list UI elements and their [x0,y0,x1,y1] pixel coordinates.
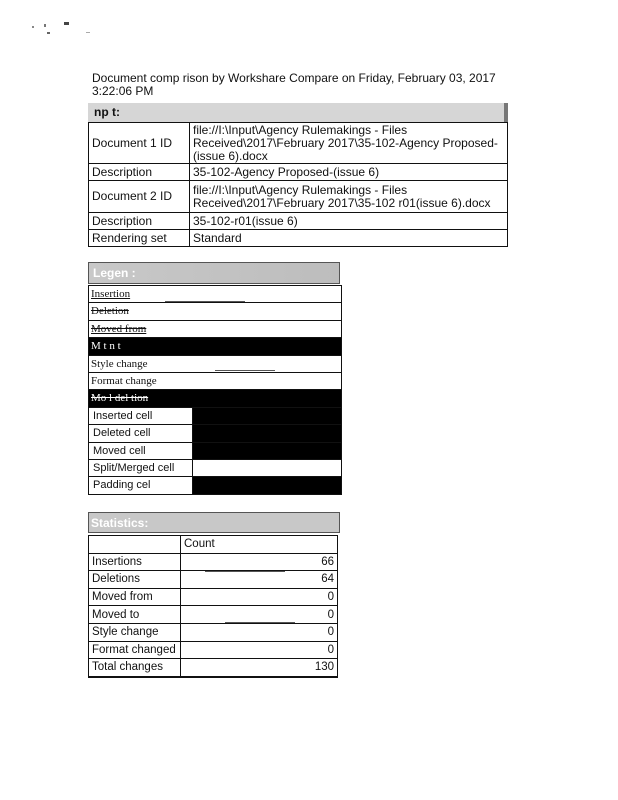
legend-moved-from: Moved from [89,320,341,337]
legend-title: Legen : [88,262,340,284]
table-row [89,588,338,606]
stat-count: 64 [181,571,338,589]
comparison-title: Document comp rison by Workshare Compare on Friday, February 03, 2017 [92,71,496,85]
table-row [89,606,338,624]
stat-label: Style change [89,623,181,641]
input-label: Rendering set [89,230,190,247]
document-header [92,72,512,98]
input-label: Document 1 ID [89,123,190,164]
stat-count: 66 [181,553,338,571]
table-row [89,571,338,589]
stat-label: Total changes [89,659,181,677]
table-row [89,623,338,641]
input-section-title: np t: [88,103,508,122]
stat-count: 0 [181,641,338,659]
table-row [89,659,338,677]
statistics-table [88,535,338,678]
legend-moved-to: M t n t [89,337,341,354]
input-label: Description [89,213,190,230]
swatch [193,477,341,493]
stat-count: 0 [181,606,338,624]
scan-artifact [205,571,285,572]
stat-count: 0 [181,623,338,641]
table-row [89,641,338,659]
legend-style-change: Style change [89,355,341,372]
count-header: Count [181,536,338,554]
input-label: Document 2 ID [89,181,190,213]
statistics-title: Statistics: [88,512,340,533]
stat-label: Moved from [89,588,181,606]
stat-label: Moved to [89,606,181,624]
stat-count: 130 [181,659,338,677]
stat-label: Deletions [89,571,181,589]
table-row [89,164,508,181]
legend-deletion: Deletion [89,302,341,319]
table-row [89,536,338,554]
stat-count: 0 [181,588,338,606]
input-label: Description [89,164,190,181]
legend-padding-cell: Padding cel [89,476,341,493]
input-table [88,122,508,247]
legend-inserted-cell: Inserted cell [89,407,341,424]
table-row [89,553,338,571]
input-value: 35-102-r01(issue 6) [190,213,508,230]
header-blank [89,536,181,554]
scan-artifact [215,370,275,371]
input-value: file://I:\Input\Agency Rulemakings - Files Received\2017\February 2017\35-102-Agency Proposed-(issue 6).docx [190,123,508,164]
table-row [89,181,508,213]
scan-specks [30,18,100,48]
table-row [89,123,508,164]
scan-artifact [225,622,295,623]
swatch [193,443,341,459]
legend-moved-deletion: Mo l del tion [89,389,341,406]
input-value: file://I:\Input\Agency Rulemakings - Files Received\2017\February 2017\35-102 r01(issue 6).docx [190,181,508,213]
comparison-time: 3:22:06 PM [92,84,154,98]
stat-label: Insertions [89,553,181,571]
legend-insertion: Insertion [89,285,341,302]
legend-moved-cell: Moved cell [89,442,341,459]
input-value: 35-102-Agency Proposed-(issue 6) [190,164,508,181]
legend-format-change: Format change [89,372,341,389]
swatch [193,408,341,424]
legend-split-merged-cell: Split/Merged cell [89,459,341,476]
table-row [89,213,508,230]
scan-artifact [165,301,245,302]
stat-label: Format changed [89,641,181,659]
legend-box [88,285,342,495]
swatch [193,460,341,476]
table-row [89,230,508,247]
swatch [193,425,341,441]
legend-deleted-cell: Deleted cell [89,424,341,441]
input-value: Standard [190,230,508,247]
